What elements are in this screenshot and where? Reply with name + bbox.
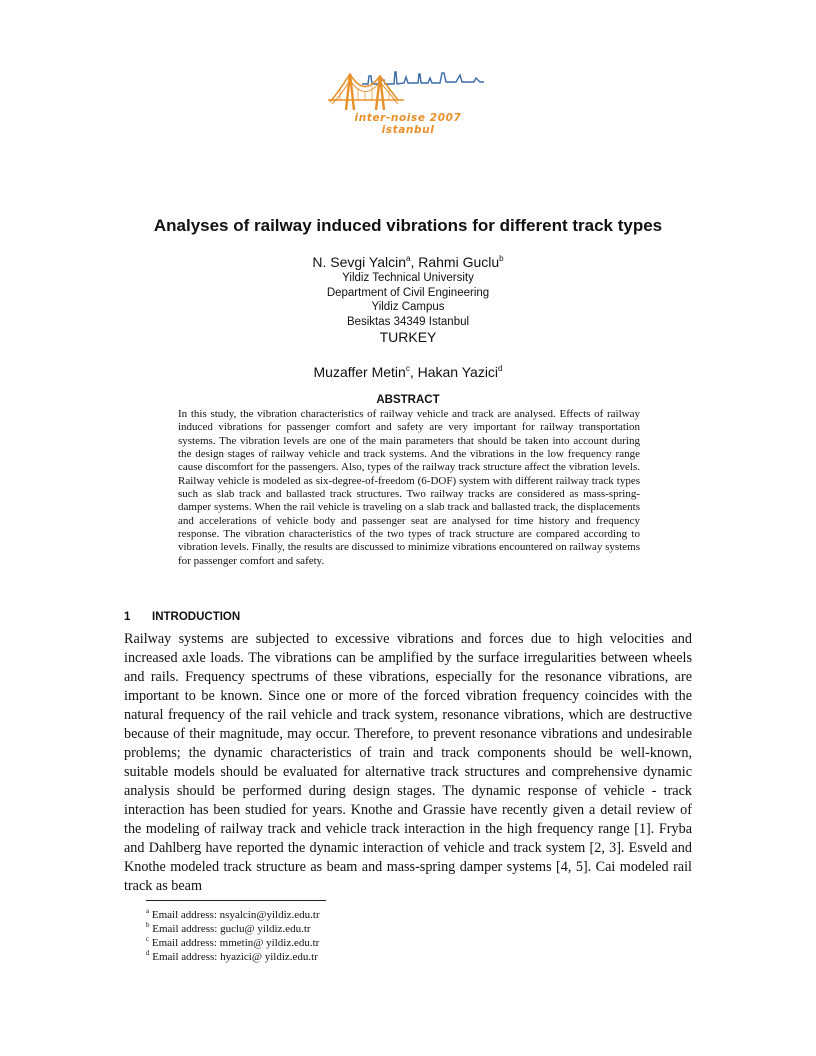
footnote-mark: a bbox=[146, 907, 150, 915]
footnote-divider bbox=[146, 900, 326, 901]
author-name: Rahmi Guclu bbox=[418, 254, 500, 270]
author-line-2 bbox=[0, 364, 816, 380]
author-mark: b bbox=[499, 254, 504, 263]
author-mark: a bbox=[406, 254, 411, 263]
footnote-email: Email address: hyazici@ yildiz.edu.tr bbox=[152, 951, 318, 963]
author-separator: , bbox=[410, 254, 419, 270]
author-separator: , bbox=[409, 364, 418, 380]
author-name: N. Sevgi Yalcin bbox=[312, 254, 407, 270]
author-name: Hakan Yazici bbox=[417, 364, 499, 380]
footnote-mark: d bbox=[146, 949, 150, 957]
footnote-item bbox=[146, 950, 320, 964]
footnote-mark: b bbox=[146, 921, 150, 929]
section-number: 1 bbox=[124, 611, 131, 623]
affiliation-campus: Yildiz Campus bbox=[371, 301, 445, 313]
author-mark: d bbox=[498, 364, 503, 373]
affiliation-university: Yildiz Technical University bbox=[342, 272, 474, 284]
affiliation-block bbox=[0, 271, 816, 345]
affiliation-department: Department of Civil Engineering bbox=[326, 286, 490, 299]
footnote-item bbox=[146, 908, 320, 922]
section-heading bbox=[124, 611, 240, 623]
section-title: INTRODUCTION bbox=[152, 611, 241, 623]
bridge-skyline-icon bbox=[328, 64, 488, 112]
abstract-text: In this study, the vibration characteristics of railway vehicle and track are analysed. Effects of railway induced vibrations for passenger comfort and safety are very important for railway transportation systems. The vibration levels are one of the main parameters that should be taken into account during the design stages of railway vehicle and track systems. And the vibrations in the low frequency range cause discomfort for the passengers. Also, types of the railway track structure affect the vibration levels. Railway vehicle is modeled as six-degree-of-freedom (6-DOF) system with different railway track types such as slab track and ballasted track structures. Two railway tracks are considered as mass-spring-damper systems. When the rail vehicle is traveling on a slab track and ballasted track, the displacements and accelerations of vehicle body and passenger seat are analysed for time history and frequency response. The vibration characteristics of the two types of track structure are compared according to vibration levels. Finally, the results are discussed to minimize vibrations encountered on railway systems for passenger comfort and safety. bbox=[178, 408, 640, 567]
affiliation-city: Besiktas 34349 Istanbul bbox=[346, 315, 470, 328]
author-mark: c bbox=[405, 364, 410, 373]
abstract-heading: ABSTRACT bbox=[376, 394, 440, 406]
footnote-item bbox=[146, 922, 320, 936]
paper-title: Analyses of railway induced vibrations for different track types bbox=[153, 216, 663, 235]
introduction-text: Railway systems are subjected to excessive vibrations and forces due to high velocities and increased axle loads. The vibrations can be amplified by the surface irregularities between wheels and rails. Frequency spectrums of these vibrations, especially for the resonance vibrations, are important to be known. Since one or more of the forced vibration frequency coincides with the natural frequency of the rail vehicle and track system, resonance vibrations, which are destructive because of their magnitude, may occur. Therefore, to prevent resonance vibrations and undesirable problems; the dynamic characteristics of train and track components should be well-known, suitable models should be evaluated for alternative track structures and comprehensive dynamic analysis should be performed during design stages. The dynamic response of vehicle - track interaction has been studied for years. Knothe and Grassie have recently given a detail review of the modeling of railway track and vehicle track interaction in the high frequency range [1]. Fryba and Dahlberg have reported the dynamic interaction of vehicle and track system [2, 3]. Esveld and Knothe modeled track structure as beam and mass-spring damper systems [4, 5]. Cai modeled rail track as beam bbox=[124, 631, 692, 894]
footnote-email: Email address: mmetin@ yildiz.edu.tr bbox=[151, 937, 320, 949]
footnotes bbox=[146, 908, 320, 964]
author-line-1 bbox=[0, 254, 816, 270]
author-name: Muzaffer Metin bbox=[313, 364, 406, 380]
logo-text: inter-noise 2007 istanbul bbox=[354, 112, 462, 136]
footnote-mark: c bbox=[146, 935, 150, 943]
conference-logo bbox=[328, 64, 488, 136]
affiliation-country: TURKEY bbox=[379, 329, 437, 345]
footnote-item bbox=[146, 936, 320, 950]
footnote-email: Email address: nsyalcin@yildiz.edu.tr bbox=[151, 909, 320, 921]
footnote-email: Email address: guclu@ yildiz.edu.tr bbox=[152, 923, 311, 935]
